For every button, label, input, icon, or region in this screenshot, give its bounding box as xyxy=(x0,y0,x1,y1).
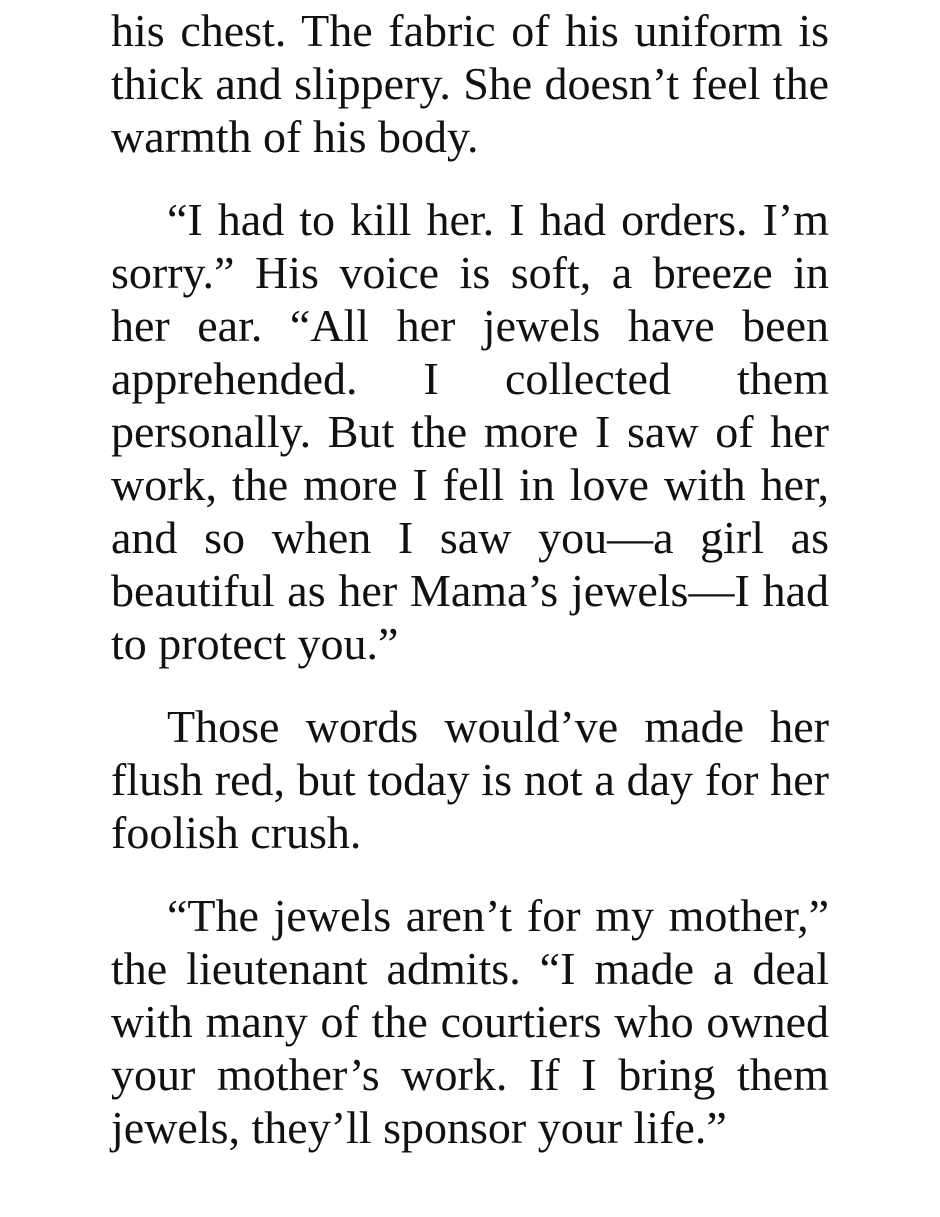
book-page xyxy=(111,0,829,1217)
paragraph-continued: his chest. The fabric of his uniform is thick and slippery. She doesn’t feel the warmth of his body. xyxy=(111,5,829,162)
paragraph-dialogue-deal: “The jewels aren’t for my mother,” the lieutenant admits. “I made a deal with many of the courtiers who owned your mother’s work. If I bring them jewels, they’ll sponsor your life.” xyxy=(111,890,829,1153)
paragraph-reaction: Those words would’ve made her flush red, but today is not a day for her foolish crush. xyxy=(111,701,829,858)
paragraph-dialogue-apology: “I had to kill her. I had orders. I’m sorry.” His voice is soft, a breeze in her ear. “All her jewels have been apprehended. I collected them personally. But the more I saw of her work, the more I fell in love with her, and so when I saw you—a girl as beautiful as her Mama’s jewels—I had to protect you.” xyxy=(111,194,829,669)
